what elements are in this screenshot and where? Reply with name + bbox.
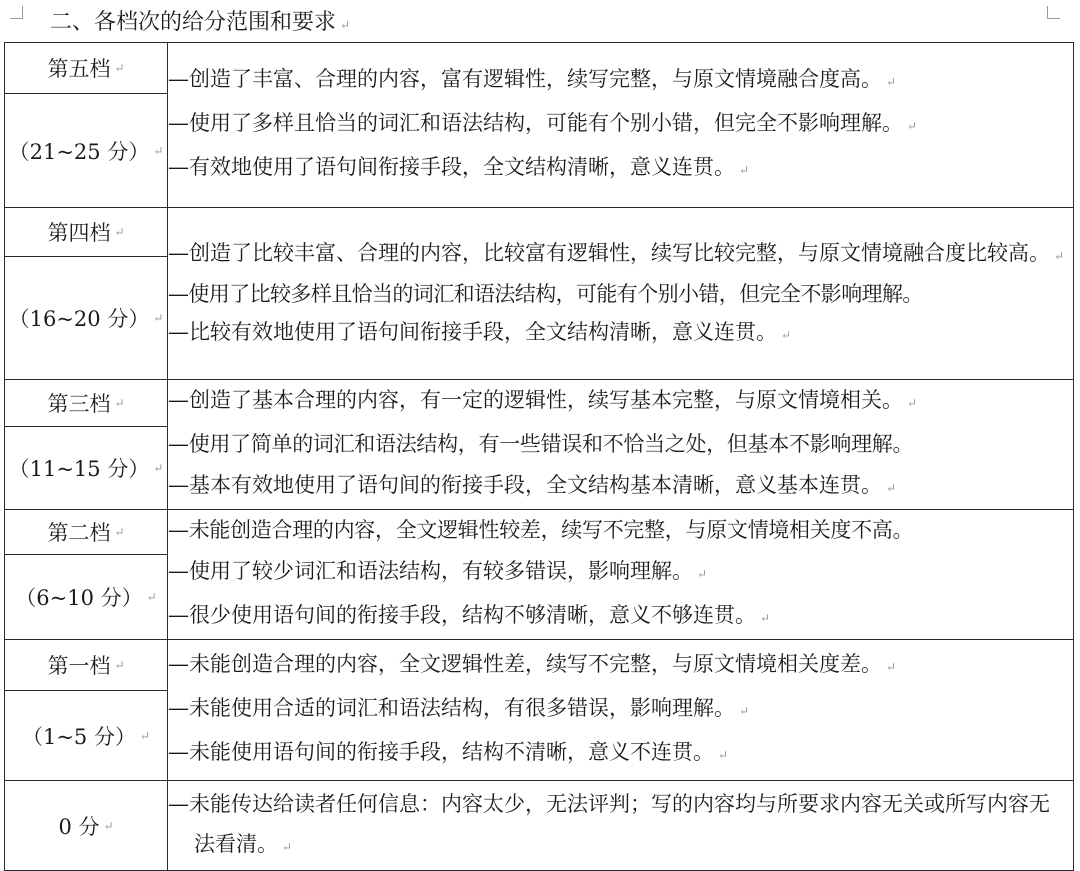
page-corner-mark bbox=[10, 6, 23, 19]
level-cell bbox=[5, 380, 168, 510]
level-name: 第一档 ↵ bbox=[5, 640, 167, 691]
level-range: （11~15 分） ↵ bbox=[8, 457, 164, 481]
level-name: 第三档 ↵ bbox=[5, 380, 167, 427]
paragraph-mark-icon: ↵ bbox=[146, 590, 157, 604]
criteria-cell bbox=[168, 510, 1074, 640]
criteria-line: —未能传达给读者任何信息：内容太少，无法评判；写的内容均与所要求内容无关或所写内容无法看清。 ↵ bbox=[168, 792, 1050, 856]
level-name: 第二档 ↵ bbox=[5, 510, 167, 555]
level-name: 0 分 ↵ bbox=[58, 814, 114, 839]
criteria-line: —未能创造合理的内容，全文逻辑性较差，续写不完整，与原文情境相关度不高。 bbox=[168, 518, 914, 542]
paragraph-mark-icon: ↵ bbox=[1054, 248, 1065, 263]
table-row bbox=[5, 380, 1074, 510]
paragraph-mark-icon: ↵ bbox=[781, 327, 792, 342]
level-name: 第四档 ↵ bbox=[5, 208, 167, 257]
criteria-line: —使用了较少词汇和语法结构，有较多错误，影响理解。 ↵ bbox=[168, 559, 708, 583]
paragraph-mark-icon: ↵ bbox=[760, 611, 771, 625]
table-row bbox=[5, 43, 1074, 208]
paragraph-mark-icon: ↵ bbox=[103, 818, 114, 833]
paragraph-mark-icon: ↵ bbox=[340, 18, 351, 32]
level-cell bbox=[5, 781, 168, 871]
criteria-line: —有效地使用了语句间衔接手段，全文结构清晰，意义连贯。 ↵ bbox=[168, 155, 750, 179]
paragraph-mark-icon: ↵ bbox=[886, 660, 897, 674]
level-range: （6~10 分） ↵ bbox=[15, 586, 157, 610]
criteria-cell bbox=[168, 640, 1074, 781]
level-cell bbox=[5, 510, 168, 640]
criteria-line: —比较有效地使用了语句间衔接手段，全文结构清晰，意义连贯。 ↵ bbox=[168, 319, 792, 344]
paragraph-mark-icon: ↵ bbox=[153, 311, 164, 325]
paragraph-mark-icon: ↵ bbox=[907, 396, 918, 410]
criteria-line: —创造了比较丰富、合理的内容，比较富有逻辑性，续写比较完整，与原文情境融合度比较高。 ↵ bbox=[168, 240, 1065, 265]
paragraph-mark-icon: ↵ bbox=[114, 525, 125, 539]
table-row bbox=[5, 510, 1074, 640]
paragraph-mark-icon: ↵ bbox=[153, 461, 164, 475]
paragraph-mark-icon: ↵ bbox=[114, 658, 125, 672]
criteria-line: —使用了比较多样且恰当的词汇和语法结构，可能有个别小错，但完全不影响理解。 bbox=[168, 281, 923, 306]
paragraph-mark-icon: ↵ bbox=[886, 75, 897, 89]
criteria-line: —很少使用语句间的衔接手段，结构不够清晰，意义不够连贯。 ↵ bbox=[168, 603, 771, 627]
criteria-line: —使用了简单的词汇和语法结构，有一些错误和不恰当之处，但基本不影响理解。 bbox=[168, 432, 914, 456]
level-cell bbox=[5, 43, 168, 208]
level-range: （1~5 分） ↵ bbox=[21, 724, 151, 749]
level-range: （21~25 分） ↵ bbox=[8, 139, 164, 164]
paragraph-mark-icon: ↵ bbox=[886, 481, 897, 495]
paragraph-mark-icon: ↵ bbox=[114, 225, 125, 239]
paragraph-mark-icon: ↵ bbox=[114, 396, 125, 410]
criteria-line: —创造了基本合理的内容，有一定的逻辑性，续写基本完整，与原文情境相关。 ↵ bbox=[168, 388, 918, 412]
level-cell bbox=[5, 208, 168, 380]
paragraph-mark-icon: ↵ bbox=[153, 143, 164, 158]
level-name: 第五档 ↵ bbox=[5, 43, 167, 94]
paragraph-mark-icon: ↵ bbox=[114, 61, 125, 75]
page-corner-mark bbox=[1047, 6, 1060, 19]
criteria-cell bbox=[168, 781, 1074, 871]
criteria-line: —使用了多样且恰当的词汇和语法结构，可能有个别小错，但完全不影响理解。 ↵ bbox=[168, 111, 918, 135]
criteria-line: —未能使用合适的词汇和语法结构，有很多错误，影响理解。 ↵ bbox=[168, 696, 750, 720]
page-title: 二、各档次的给分范围和要求 ↵ bbox=[50, 10, 351, 35]
criteria-cell bbox=[168, 43, 1074, 208]
scoring-rubric-table bbox=[4, 42, 1074, 871]
criteria-line: —未能使用语句间的衔接手段，结构不清晰，意义不连贯。 ↵ bbox=[168, 740, 729, 764]
criteria-line: —未能创造合理的内容，全文逻辑性差，续写不完整，与原文情境相关度差。 ↵ bbox=[168, 652, 897, 676]
criteria-line: —创造了丰富、合理的内容，富有逻辑性，续写完整，与原文情境融合度高。 ↵ bbox=[168, 67, 897, 91]
paragraph-mark-icon: ↵ bbox=[718, 748, 729, 762]
paragraph-mark-icon: ↵ bbox=[739, 163, 750, 177]
criteria-cell bbox=[168, 380, 1074, 510]
paragraph-mark-icon: ↵ bbox=[739, 704, 750, 718]
level-range: （16~20 分） ↵ bbox=[8, 307, 164, 331]
level-cell bbox=[5, 640, 168, 781]
criteria-cell bbox=[168, 208, 1074, 380]
paragraph-mark-icon: ↵ bbox=[139, 728, 151, 743]
table-row bbox=[5, 640, 1074, 781]
table-row bbox=[5, 208, 1074, 380]
table-row bbox=[5, 781, 1074, 871]
criteria-line: —基本有效地使用了语句间的衔接手段，全文结构基本清晰，意义基本连贯。 ↵ bbox=[168, 473, 897, 497]
paragraph-mark-icon: ↵ bbox=[282, 840, 293, 854]
paragraph-mark-icon: ↵ bbox=[697, 567, 708, 581]
paragraph-mark-icon: ↵ bbox=[907, 119, 918, 133]
